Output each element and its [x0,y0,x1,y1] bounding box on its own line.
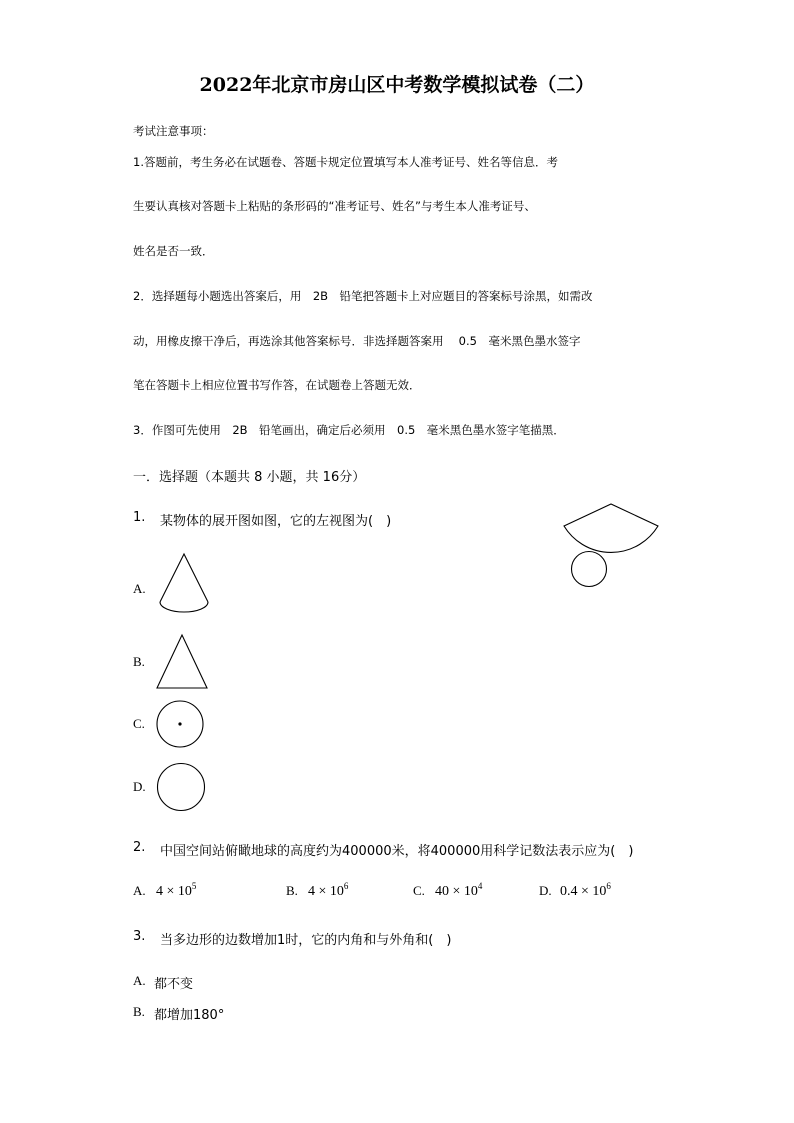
option-d-label[interactable]: D. [133,779,146,794]
notice-line: 3．作图可先使用 2B 铅笔画出，确定后必须用 0.5 毫米黑色墨水签字笔描黑． [133,423,565,437]
option-d-label[interactable]: D. [539,883,552,898]
triangle-icon[interactable] [150,630,214,692]
question-1-number: 1. [133,510,146,525]
notice-line: 2．选择题每小题选出答案后，用 2B 铅笔把答题卡上对应题目的答案标号涂黑，如需改 [133,289,593,303]
cone-icon[interactable] [150,548,214,628]
question-2-text: 中国空间站俯瞰地球的高度约为400000米，将400000用科学记数法表示应为( ) [160,844,634,859]
notice-line: 1.答题前，考生务必在试题卷、答题卡规定位置填写本人准考证号、姓名等信息．考 [133,155,558,169]
option-c-label[interactable]: C. [133,716,145,731]
notice-line: 生要认真核对答题卡上粘贴的条形码的“准考证号、姓名”与考生本人准考证号、 [133,199,536,213]
section-heading: 一．选择题（本题共 8 小题，共 16分） [133,470,366,485]
circle-icon[interactable] [150,760,212,814]
question-3-number: 3. [133,929,146,944]
option-c-label[interactable]: C. [413,883,425,898]
option-b-label[interactable]: B. [133,654,145,669]
option-a-text[interactable]: 都不变 [154,977,194,992]
notice-line: 姓名是否一致． [133,244,214,258]
option-b-label[interactable]: B. [286,883,298,898]
circle-with-dot-icon[interactable] [150,698,212,752]
question-1-text: 某物体的展开图如图，它的左视图为( ) [160,514,392,529]
option-a-label[interactable]: A. [133,581,146,596]
page-title: 2022年北京市房山区中考数学模拟试卷（二） [199,74,595,96]
option-a-label[interactable]: A. [133,973,146,988]
option-b-text[interactable]: 都增加180° [154,1008,225,1023]
question-2-number: 2. [133,840,146,855]
option-a-label[interactable]: A. [133,883,146,898]
option-b-value[interactable]: $4 \times 10^6$ [308,881,349,899]
notice-line: 动，用橡皮擦干净后，再选涂其他答案标号．非选择题答案用 0.5 毫米黑色墨水签字 [133,334,581,348]
sector-shape [564,504,658,552]
notice-line: 笔在答题卡上相应位置书写作答，在试题卷上答题无效． [133,378,421,392]
option-b-label[interactable]: B. [133,1004,145,1019]
option-d-value[interactable]: $0.4 \times 10^6$ [560,881,611,899]
option-c-value[interactable]: $40 \times 10^4$ [435,881,483,899]
question-3-text: 当多边形的边数增加1时，它的内角和与外角和( ) [160,933,452,948]
net-figure [560,500,664,592]
option-a-value[interactable]: $4 \times 10^5$ [156,881,197,899]
base-circle-shape [572,552,607,587]
notice-heading: 考试注意事项： [133,124,214,138]
